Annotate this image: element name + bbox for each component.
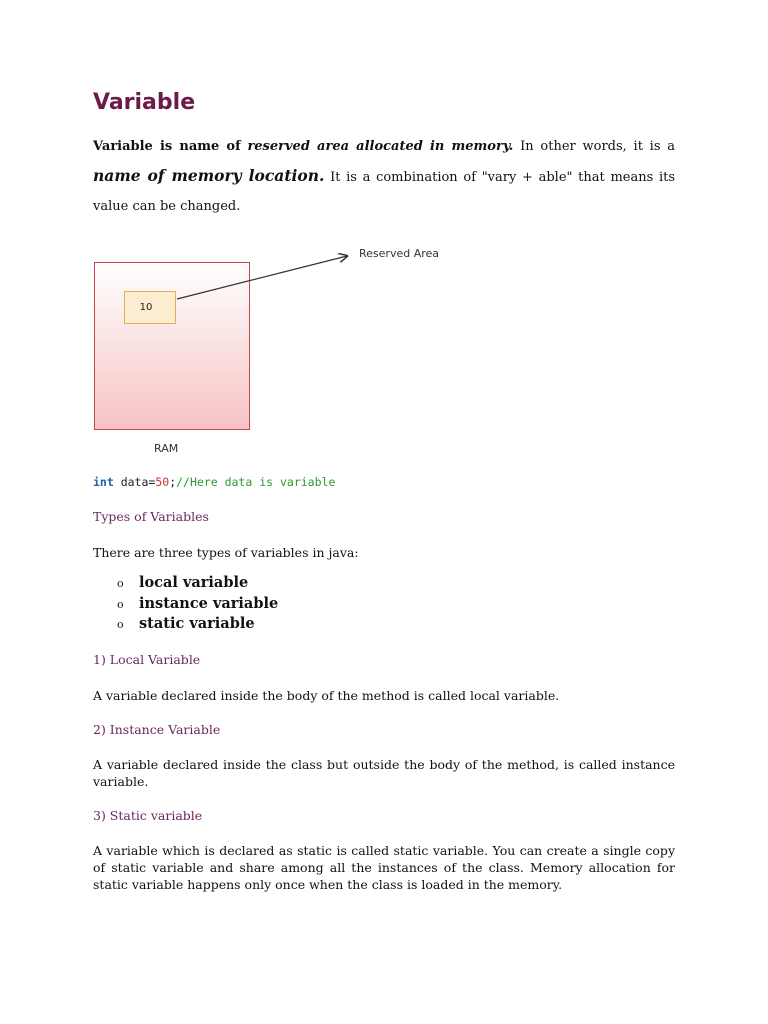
list-item-label: local variable [139, 574, 249, 591]
intro-part-2: reserved area allocated in memory. [247, 139, 514, 154]
intro-part-4: name of memory location. [93, 166, 325, 185]
page-title: Variable [93, 90, 196, 115]
ram-label: RAM [154, 442, 179, 455]
code-comment: //Here data is variable [176, 475, 336, 489]
code-number: 50 [155, 475, 170, 489]
code-semicolon: ; [169, 475, 177, 489]
intro-paragraph [93, 132, 675, 221]
bullet-icon: o [117, 597, 124, 611]
types-intro: There are three types of variables in java: [93, 545, 359, 560]
code-name: data= [113, 475, 156, 489]
list-item [117, 614, 675, 635]
bullet-icon: o [117, 618, 124, 631]
section-text-instance: A variable declared inside the class but outside the body of the method, is called instance variable. [93, 756, 675, 789]
list-item [117, 594, 675, 615]
section-heading-static: 3) Static variable [93, 807, 203, 823]
code-keyword: int [93, 475, 114, 489]
list-item-label: static variable [139, 615, 255, 632]
pointer-arrow-icon [93, 229, 675, 465]
list-item [117, 573, 675, 594]
memory-diagram [93, 229, 675, 465]
intro-part-1: Variable is name of [93, 139, 241, 154]
value-box: 10 [124, 291, 176, 324]
section-text-static: A variable which is declared as static is called static variable. You can create a single copy of static variable and share among all the instances of the class. Memory allocation for static variable happens only once when the class is loaded in the memory. [93, 842, 675, 892]
list-item-label: instance variable [139, 594, 279, 612]
section-heading-local: 1) Local Variable [93, 651, 201, 667]
section-heading-instance: 2) Instance Variable [93, 721, 221, 737]
types-list [93, 573, 675, 635]
document-page [93, 86, 675, 893]
code-snippet [93, 472, 675, 492]
bullet-icon: o [117, 577, 124, 590]
intro-part-5: It is a combination of "vary + able" that means its value can be changed. [93, 170, 675, 214]
intro-part-3: In other words, it is a [520, 139, 675, 154]
section-text-local: A variable declared inside the body of the method is called local variable. [93, 687, 560, 703]
types-heading: Types of Variables [93, 509, 209, 524]
reserved-area-label: Reserved Area [359, 247, 440, 260]
